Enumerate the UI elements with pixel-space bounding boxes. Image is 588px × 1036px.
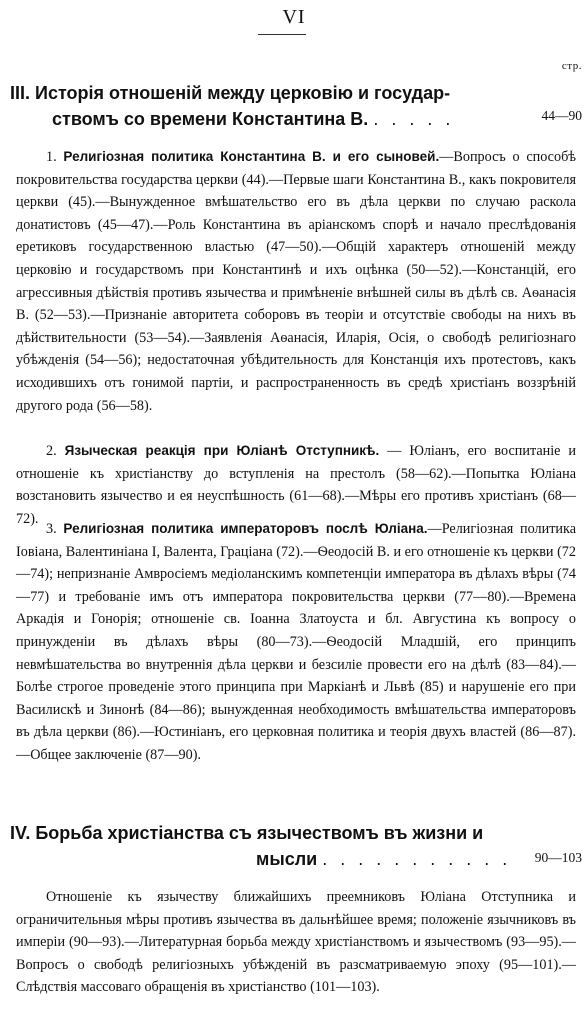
section-4-pages: 90—103 (534, 850, 582, 865)
section-3-paragraph-3 (16, 518, 576, 767)
section-4-leader-dots: . . . . . . . . . . . (322, 849, 512, 869)
paragraph-number: 1. (46, 149, 57, 165)
section-4-paragraph-1 (16, 886, 576, 999)
paragraph-number: 2. (46, 443, 57, 459)
section-4-heading-line1: IV. Борьба христіанства съ язычествомъ въ жизни и (10, 823, 484, 843)
section-3-paragraph-1 (16, 146, 576, 417)
section-3-leader-dots: . . . . . (373, 109, 455, 129)
section-4-heading-line2 (256, 846, 511, 872)
paragraph-text: — Юліанъ, его воспитаніе и отношеніе къ христіанству до вступленія на престолъ (58—62).—Попытка Юліана возстановить язычество и ея неуспѣшность (61—68).—Мѣры его противъ христіанъ (68—72). (16, 443, 577, 527)
subsection-title: Религіозная политика Константина В. и его сыновей. (63, 149, 440, 164)
section-4-heading-text: мысли (256, 849, 318, 869)
section-3-heading-text: ствомъ со времени Константина В. (52, 109, 369, 129)
paragraph-text: —Вопросъ о способѣ покровительства государства церкви (44).—Первые шаги Константина В., какъ покровителя церкви (45).—Вынужденное вмѣшательство его въ дѣла церкви по случаю раскола донатистовъ (45—47).—Роль Константина въ аріанскомъ спорѣ и начало преслѣдованія еретиковъ государственною властью (47—50).—Общій характеръ отношеній между церковію и государствомъ при Константинѣ и ихъ оцѣнка (50—52).—Констанцій, его агрессивныя дѣйствія противъ язычества и примѣненіе внѣшней силы въ дѣлѣ св. Аѳанасія В. (52—53).—Признаніе авторитета соборовъ въ теоріи и отсутствіе свободы на нихъ въ дѣйствительности (53—54).—Заявленія Аѳанасія, Иларія, Осія, о свободѣ религіознаго убѣжденія (54—56); недостаточная убѣдительность для Констанція ихъ протестовъ, какъ исходившихъ отъ гонимой партіи, и распространенность въ средѣ христіанъ воззрѣній другого рода (56—58). (16, 149, 576, 414)
page-number-rule (258, 34, 306, 35)
page-number: VI (282, 6, 306, 28)
paragraph-text: —Религіозная политика Іовіана, Валентиніана I, Валента, Граціана (72).—Ѳеодосій В. и его отношеніе къ церкви (72—74); непризнаніе Амвросіемъ медіоланскимъ компетенціи императора въ дѣлахъ вѣры (74—77) и требованіе имъ отъ императора покровительства церкви (77—80).—Времена Аркадія и Гонорія; отношеніе св. Іоанна Златоуста и бл. Августина къ вопросу о принужденіи въ дѣлахъ вѣры (80—73).—Ѳеодосій Младшій, его принципъ невмѣшательства во внутреннія дѣла церкви и безсиліе провести его на дѣлѣ (83—84).—Болѣе строгое проведеніе этого принципа при Маркіанѣ и Львѣ (85) и нарушеніе его при Василискѣ и Зинонѣ (84—86); вынужденная необходимость вмѣшательства императоровъ въ дѣла церкви (86).—Юстиніанъ, его церковная политика и теорія двухъ властей (86—87).—Общее заключеніе (87—90). (16, 521, 576, 763)
section-3-heading-line2 (52, 106, 454, 132)
subsection-title: Религіозная политика императоровъ послѣ Юліана. (63, 521, 428, 536)
section-3-pages: 44—90 (541, 108, 582, 123)
paragraph-number: 3. (46, 521, 57, 537)
page-column-label: стр. (561, 60, 582, 72)
section-3-heading-line1: III. Исторія отношеній между церковію и государ- (10, 83, 451, 103)
paragraph-text: Отношеніе къ язычеству ближайшихъ преемниковъ Юліана Отступника и ограничительныя мѣры противъ язычества въ дальнѣйшее время; положеніе язычниковъ въ имперіи (90—93).—Литературная борьба между христіанствомъ и язычествомъ (93—95).—Вопросъ о свободѣ религіозныхъ убѣжденій въ разсматриваемую эпоху (95—101).—Слѣдствія массоваго обращенія въ христіанство (101—103). (16, 889, 576, 996)
subsection-title: Языческая реакція при Юліанѣ Отступникѣ. (64, 443, 380, 458)
section-3-paragraph-2 (16, 440, 576, 530)
